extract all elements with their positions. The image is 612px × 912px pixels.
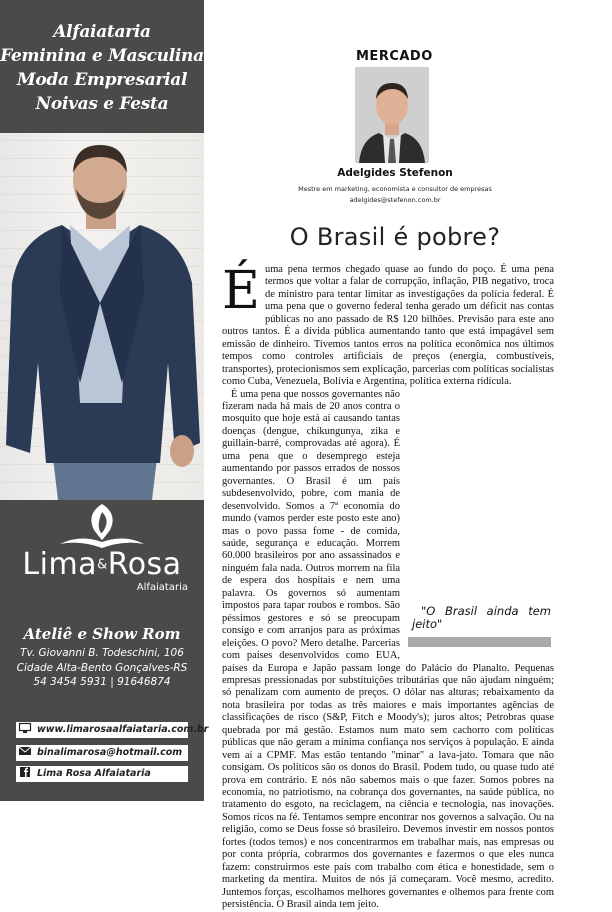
advertisement [0, 0, 209, 801]
address-line: Cidade Alta-Bento Gonçalves-RS [16, 661, 188, 674]
brand-name-right: Rosa [107, 547, 182, 582]
article-body [222, 261, 554, 912]
email-text: binalimarosa@hotmail.com [37, 747, 183, 758]
drop-cap: É [222, 261, 260, 321]
pull-quote-text: "O Brasil ainda tem jeito" [412, 603, 551, 631]
brand-name-left: Lima [22, 547, 98, 582]
address-line: Tv. Giovanni B. Todeschini, 106 [20, 647, 184, 659]
rose-logo-icon [0, 500, 204, 550]
website-text: www.limarosaalfaiataria.com.br [37, 724, 209, 735]
author-email: adelgides@stefenon.com.br [349, 196, 441, 204]
ad-headline-line: Noivas e Festa [35, 94, 169, 114]
ad-headline-line: Alfaiataria [53, 22, 151, 42]
envelope-icon [19, 746, 31, 756]
address-block [0, 646, 204, 690]
article-paragraph [222, 389, 554, 912]
article-paragraph [222, 261, 554, 389]
pull-quote-bar [408, 637, 551, 647]
brand-logo [0, 548, 204, 583]
model-photo [0, 133, 204, 500]
atelie-title: Ateliê e Show Rom [23, 625, 181, 643]
section-label: MERCADO [356, 49, 433, 64]
facebook-link[interactable] [16, 766, 188, 782]
author-name: Adelgides Stefenon [337, 167, 453, 179]
monitor-icon [19, 723, 31, 733]
brand-subtitle: Alfaiataria [136, 582, 188, 593]
author-info [212, 184, 578, 206]
brand-name-amp: & [97, 557, 108, 573]
website-link[interactable] [16, 722, 209, 738]
author-description: Mestre em marketing, economista e consultor de empresas [298, 185, 492, 193]
paragraph-text: uma pena termos chegado quase ao fundo do poço. É uma pena termos que voltar a falar de corrupção, inflação, PIB negativo, troca de ministro para tentar limitar as investigações da polícia federal. É uma pena que o governo federal tenha gerado um déficit nas contas públicas no ano passado de R$ 120 bilhões. Previsão para este ano outros tantos. É a dívida pública aumentando tanto que está impagável sem emissão de dinheiro. Tivemos tantos erros na política econômica nos últimos tempos como controles artificiais de preços (energia, combustíveis, transportes), protecionismos sem explicação, parcerias com políticas socialistas como Cuba, Venezuela, Bolívia e Argentina, política externa ridícula. [222, 264, 554, 388]
paragraph-text: É uma pena que nossos governantes não fizeram nada há mais de 20 anos contra o mosquito que hoje está aí causando tantas doenças (dengue, chikungunya, zika e guillain-barré, comprovadas até agora). É uma pena que o desemprego esteja aumentando por passos errados de nossos governantes. O Brasil é um país subdesenvolvido, pobre, com mania de desenvolvido. Somos a 7ª economia do mundo (vamos perder este posto este ano) mas o povo passa fome - de comida, saúde, segurança e educação. Morrem 60.000 brasileiros por ano assassinados e ninguém fala nada. Outros morrem na fila de espera dos hospitais e nem uma palavra. Os governos só aumentam impostos para tapar roubos e rombos. São péssimos gestores e só se preocupam consigo e com arranjos para as próximas eleições. O povo? Mero detalhe. Parcerias com países desenvolvidos como EUA, países da Europa e Japão passam longe do Palácio do Planalto. Pequenas empresas pressionadas por substituições tributárias que não ajudam ninguém; só penalizam com aumento de preços. O dólar nas alturas; rebaixamento da nota brasileira por todas as três maiores e mais importantes agências de classificações de risco (S&P, Fitch e Moody's); juros altos; Petrobras quase quebrada por má gestão. Estamos num mato sem cachorro com políticas públicas que não geram a mínima confiança nos serviços à população. E ainda vem aí a CPMF. Mas estão tentando "minar" a lava-jato. Tomara que não consigam. Os políticos são os donos do Brasil. Podem tudo, ou quase tudo até prova em contrário. E nós não sabemos mais o que fazer. Somos pobres na economia, no patriotismo, na cobrança dos governantes, na saúde pública, no tratamento do esgoto, na reciclagem, na ciência e tecnologia, nas inovações. Somos ricos na fé. Tentamos sempre encontrar nos governos a salvação. Ou na religião, como se Deus fosse só brasileiro. Devemos investir em nossos pontos fortes (todos temos) e nos concentrarmos em trabalhar mais, nas empresas ou por conta própria, cobrarmos dos governantes e fazermos o que eles nunca fazem: construirmos este país com trabalho com ética e honestidade, sem o marketing da mentira. Muitos de nós já começaram. Você mesmo, acredito. Juntemos forças, escolhamos melhores governantes e olhemos para frente com persistência. O Brasil ainda tem jeito. [222, 388, 554, 911]
pull-quote [408, 605, 551, 647]
phone-line: 54 3454 5931 | 91646874 [33, 676, 171, 688]
ad-headline-line: Feminina e Masculina [0, 46, 204, 66]
facebook-text: Lima Rosa Alfaiataria [37, 768, 151, 779]
email-link[interactable] [16, 745, 188, 761]
ad-headline [0, 0, 204, 132]
ad-headline-line: Moda Empresarial [16, 70, 188, 90]
facebook-icon [19, 767, 31, 777]
article-title: O Brasil é pobre? [289, 223, 501, 251]
author-photo [355, 67, 429, 163]
